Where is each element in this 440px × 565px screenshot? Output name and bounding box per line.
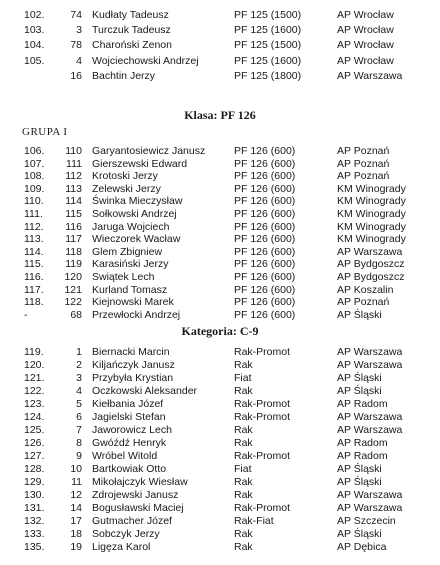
result-row bbox=[0, 476, 440, 488]
boat-type: PF 126 (600) bbox=[234, 208, 296, 220]
club-name: AP Śląski bbox=[337, 463, 382, 475]
position-number: 124. bbox=[24, 411, 45, 423]
club-name: AP Śląski bbox=[337, 385, 382, 397]
club-name: AP Dębica bbox=[337, 541, 387, 553]
start-number: 110 bbox=[65, 145, 82, 157]
position-number: 121. bbox=[24, 372, 45, 384]
competitor-name: Kurland Tomasz bbox=[92, 283, 168, 296]
result-row bbox=[0, 541, 440, 553]
boat-type: Rak bbox=[234, 541, 253, 553]
result-row bbox=[0, 424, 440, 436]
position-number: 117. bbox=[24, 283, 44, 296]
competitor-name: Kiejnowski Marek bbox=[92, 296, 174, 309]
boat-type: Rak-Promot bbox=[234, 450, 291, 462]
boat-type: PF 126 (600) bbox=[234, 283, 296, 296]
result-row bbox=[0, 246, 440, 258]
boat-type: Rak bbox=[234, 489, 253, 501]
competitor-name: Przybyła Krystian bbox=[92, 372, 174, 384]
result-row bbox=[0, 296, 440, 308]
competitor-name: Sobczyk Jerzy bbox=[92, 528, 160, 540]
start-number: 14 bbox=[70, 502, 82, 514]
club-name: AP Poznań bbox=[337, 296, 390, 309]
start-number: 19 bbox=[70, 541, 82, 553]
boat-type: Rak-Fiat bbox=[234, 515, 274, 527]
position-number: 123. bbox=[24, 398, 45, 410]
club-name: KM Winogrady bbox=[337, 208, 406, 220]
competitor-name: Karasiński Jerzy bbox=[92, 258, 169, 271]
competitor-name: Bachtin Jerzy bbox=[92, 69, 156, 82]
boat-type: PF 125 (1800) bbox=[234, 69, 302, 82]
category-heading: Kategoria: C-9 bbox=[181, 324, 259, 338]
boat-type: PF 125 (1500) bbox=[234, 39, 302, 52]
boat-type: Rak-Promot bbox=[234, 346, 291, 358]
competitor-name: Kiełbania Józef bbox=[92, 398, 164, 410]
start-number: 18 bbox=[70, 528, 82, 540]
result-row bbox=[0, 183, 440, 195]
position-number: 104. bbox=[24, 39, 45, 52]
start-number: 1 bbox=[76, 346, 82, 358]
start-number: 8 bbox=[76, 437, 82, 449]
competitor-name: Gwóźdź Henryk bbox=[92, 437, 167, 449]
boat-type: Rak-Promot bbox=[234, 411, 291, 423]
boat-type: PF 126 (600) bbox=[234, 182, 296, 195]
position-number: 113. bbox=[24, 233, 44, 246]
competitor-name: Kudłaty Tadeusz bbox=[92, 9, 169, 21]
competitor-name: Glem Zbigniew bbox=[92, 245, 163, 258]
result-row bbox=[0, 24, 440, 36]
position-number: 118. bbox=[24, 296, 44, 309]
result-row bbox=[0, 208, 440, 220]
position-number: 128. bbox=[24, 463, 45, 475]
result-row bbox=[0, 385, 440, 397]
start-number: 111 bbox=[66, 157, 82, 170]
start-number: 12 bbox=[70, 489, 82, 501]
start-number: 119 bbox=[65, 258, 82, 271]
competitor-name: Swiątek Lech bbox=[92, 271, 155, 283]
start-number: 4 bbox=[76, 54, 82, 67]
boat-type: PF 126 (600) bbox=[234, 145, 296, 157]
boat-type: Rak bbox=[234, 437, 253, 449]
position-number: 105. bbox=[24, 54, 45, 67]
start-number: 68 bbox=[70, 308, 82, 321]
position-number: 129. bbox=[24, 476, 45, 488]
club-name: AP Koszalin bbox=[337, 283, 394, 296]
start-number: 113 bbox=[65, 182, 82, 195]
club-name: KM Winogrady bbox=[337, 195, 406, 208]
club-name: AP Warszawa bbox=[337, 489, 403, 501]
club-name: AP Śląski bbox=[337, 476, 382, 488]
club-name: AP Warszawa bbox=[337, 245, 403, 258]
competitor-name: Gutmacher Józef bbox=[92, 515, 172, 527]
position-number: 132. bbox=[24, 515, 45, 527]
position-number: 108. bbox=[24, 170, 45, 183]
start-number: 17 bbox=[70, 515, 82, 527]
competitor-name: Oczkowski Aleksander bbox=[92, 385, 198, 397]
result-row bbox=[0, 70, 440, 82]
result-row bbox=[0, 55, 440, 67]
group-label: GRUPA I bbox=[22, 126, 68, 138]
start-number: 4 bbox=[76, 385, 82, 397]
competitor-name: Przewłocki Andrzej bbox=[92, 308, 181, 321]
club-name: AP Wrocław bbox=[337, 9, 394, 21]
result-row bbox=[0, 284, 440, 296]
position-number: 135. bbox=[24, 541, 45, 553]
position-number: 106. bbox=[24, 145, 45, 157]
competitor-name: Garyantosiewicz Janusz bbox=[92, 145, 206, 157]
boat-type: Rak bbox=[234, 424, 253, 436]
boat-type: Rak-Promot bbox=[234, 398, 291, 410]
club-name: AP Wrocław bbox=[337, 24, 394, 37]
club-name: AP Radom bbox=[337, 450, 388, 462]
club-name: AP Warszawa bbox=[337, 69, 403, 82]
club-name: AP Warszawa bbox=[337, 411, 403, 423]
start-number: 114 bbox=[65, 195, 82, 208]
competitor-name: Bogusławski Maciej bbox=[92, 502, 184, 514]
start-number: 122 bbox=[64, 296, 82, 309]
boat-type: Rak bbox=[234, 476, 253, 488]
club-name: AP Śląski bbox=[337, 528, 382, 540]
result-row bbox=[0, 489, 440, 501]
result-row bbox=[0, 271, 440, 283]
boat-type: PF 126 (600) bbox=[234, 233, 296, 246]
boat-type: Rak bbox=[234, 359, 253, 371]
competitor-name: Ligęza Karol bbox=[92, 541, 151, 553]
position-number: 133. bbox=[24, 528, 45, 540]
result-row bbox=[0, 346, 440, 358]
club-name: AP Wrocław bbox=[337, 54, 394, 67]
result-row bbox=[0, 170, 440, 182]
result-row bbox=[0, 450, 440, 462]
start-number: 116 bbox=[65, 220, 82, 233]
position-number: 125. bbox=[24, 424, 45, 436]
start-number: 112 bbox=[65, 170, 82, 183]
boat-type: PF 126 (600) bbox=[234, 195, 296, 208]
club-name: KM Winogrady bbox=[337, 220, 406, 233]
position-number: 127. bbox=[24, 450, 45, 462]
start-number: 115 bbox=[65, 208, 82, 220]
competitor-name: Wróbel Witold bbox=[92, 450, 158, 462]
club-name: AP Szczecin bbox=[337, 515, 396, 527]
club-name: AP Warszawa bbox=[337, 359, 403, 371]
start-number: 117 bbox=[65, 233, 82, 246]
position-number: 116. bbox=[24, 271, 44, 283]
competitor-name: Wieczorek Wacław bbox=[92, 233, 181, 246]
club-name: AP Warszawa bbox=[337, 502, 403, 514]
boat-type: PF 126 (600) bbox=[234, 308, 296, 321]
competitor-name: Mikołajczyk Wiesław bbox=[92, 476, 188, 488]
club-name: AP Radom bbox=[337, 398, 388, 410]
position-number: 112. bbox=[24, 220, 44, 233]
boat-type: PF 125 (1600) bbox=[234, 24, 302, 37]
competitor-name: Sołkowski Andrzej bbox=[92, 208, 177, 220]
result-row bbox=[0, 195, 440, 207]
result-row bbox=[0, 515, 440, 527]
competitor-name: Jagielski Stefan bbox=[92, 411, 166, 423]
start-number: 9 bbox=[76, 450, 82, 462]
result-row bbox=[0, 372, 440, 384]
result-row bbox=[0, 411, 440, 423]
result-row bbox=[0, 528, 440, 540]
position-number: 126. bbox=[24, 437, 45, 449]
competitor-name: Krotoski Jerzy bbox=[92, 170, 158, 183]
start-number: 16 bbox=[70, 69, 82, 82]
result-row bbox=[0, 158, 440, 170]
competitor-name: Kiljańczyk Janusz bbox=[92, 359, 175, 371]
boat-type: PF 126 (600) bbox=[234, 271, 296, 283]
club-name: KM Winogrady bbox=[337, 233, 406, 246]
position-number: 110. bbox=[24, 195, 44, 208]
start-number: 10 bbox=[70, 463, 82, 475]
result-row bbox=[0, 437, 440, 449]
start-number: 3 bbox=[76, 24, 82, 37]
start-number: 6 bbox=[76, 411, 82, 423]
result-row bbox=[0, 502, 440, 514]
competitor-name: Gierszewski Edward bbox=[92, 157, 188, 170]
club-name: AP Warszawa bbox=[337, 424, 403, 436]
boat-type: PF 126 (600) bbox=[234, 157, 296, 170]
class-heading: Klasa: PF 126 bbox=[184, 108, 256, 122]
start-number: 7 bbox=[76, 424, 82, 436]
competitor-name: Bartkowiak Otto bbox=[92, 463, 167, 475]
result-row bbox=[0, 463, 440, 475]
start-number: 3 bbox=[76, 372, 82, 384]
result-row bbox=[0, 221, 440, 233]
club-name: AP Śląski bbox=[337, 372, 382, 384]
position-number: - bbox=[24, 308, 28, 321]
competitor-name: Charoński Zenon bbox=[92, 39, 172, 52]
result-row bbox=[0, 145, 440, 157]
boat-type: Fiat bbox=[234, 463, 252, 475]
boat-type: Rak-Promot bbox=[234, 502, 291, 514]
result-row bbox=[0, 39, 440, 51]
competitor-name: Turczuk Tadeusz bbox=[92, 24, 171, 37]
start-number: 5 bbox=[76, 398, 82, 410]
competitor-name: Jaruga Wojciech bbox=[92, 220, 170, 233]
boat-type: Rak bbox=[234, 385, 253, 397]
club-name: AP Warszawa bbox=[337, 346, 403, 358]
position-number: 109. bbox=[24, 182, 45, 195]
position-number: 103. bbox=[24, 24, 45, 37]
position-number: 131. bbox=[24, 502, 45, 514]
boat-type: PF 126 (600) bbox=[234, 245, 296, 258]
competitor-name: Zdrojewski Janusz bbox=[92, 489, 179, 501]
position-number: 111. bbox=[24, 208, 43, 220]
result-row bbox=[0, 9, 440, 21]
start-number: 11 bbox=[71, 476, 82, 488]
club-name: KM Winogrady bbox=[337, 182, 406, 195]
competitor-name: Wojciechowski Andrzej bbox=[92, 54, 199, 67]
position-number: 130. bbox=[24, 489, 45, 501]
boat-type: PF 125 (1600) bbox=[234, 54, 302, 67]
position-number: 107. bbox=[24, 157, 45, 170]
competitor-name: Biernacki Marcin bbox=[92, 346, 170, 358]
boat-type: PF 126 (600) bbox=[234, 170, 296, 183]
boat-type: PF 125 (1500) bbox=[234, 9, 302, 21]
boat-type: PF 126 (600) bbox=[234, 220, 296, 233]
start-number: 78 bbox=[70, 39, 82, 52]
competitor-name: Zelewski Jerzy bbox=[92, 182, 161, 195]
position-number: 119. bbox=[24, 346, 44, 358]
start-number: 2 bbox=[76, 359, 82, 371]
club-name: AP Śląski bbox=[337, 308, 382, 321]
club-name: AP Poznań bbox=[337, 157, 390, 170]
position-number: 114. bbox=[24, 245, 44, 258]
result-row bbox=[0, 398, 440, 410]
competitor-name: Jaworowicz Lech bbox=[92, 424, 172, 436]
position-number: 122. bbox=[24, 385, 45, 397]
start-number: 74 bbox=[70, 9, 82, 21]
position-number: 120. bbox=[24, 359, 45, 371]
competitor-name: Świnka Mieczysław bbox=[92, 195, 183, 208]
club-name: AP Poznań bbox=[337, 145, 390, 157]
position-number: 115. bbox=[24, 258, 44, 271]
club-name: AP Bydgoszcz bbox=[337, 271, 405, 283]
boat-type: PF 126 (600) bbox=[234, 258, 296, 271]
start-number: 118 bbox=[65, 245, 82, 258]
club-name: AP Bydgoszcz bbox=[337, 258, 405, 271]
club-name: AP Radom bbox=[337, 437, 388, 449]
club-name: AP Wrocław bbox=[337, 39, 394, 52]
boat-type: Fiat bbox=[234, 372, 252, 384]
boat-type: PF 126 (600) bbox=[234, 296, 296, 309]
position-number: 102. bbox=[24, 9, 45, 21]
club-name: AP Poznań bbox=[337, 170, 390, 183]
boat-type: Rak bbox=[234, 528, 253, 540]
result-row bbox=[0, 258, 440, 270]
result-row bbox=[0, 359, 440, 371]
start-number: 121 bbox=[64, 283, 82, 296]
result-row bbox=[0, 309, 440, 321]
result-row bbox=[0, 233, 440, 245]
start-number: 120 bbox=[64, 271, 82, 283]
